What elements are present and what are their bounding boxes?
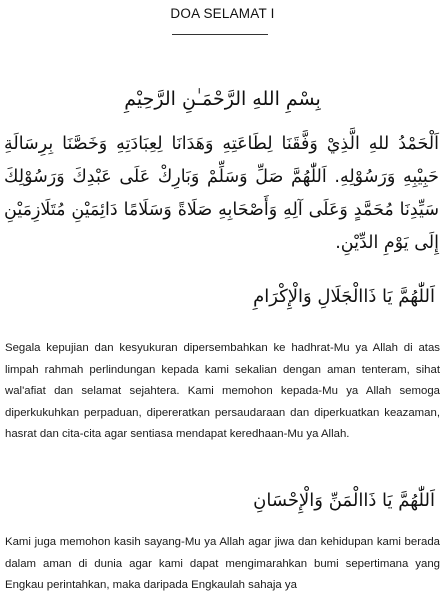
translation-paragraph-1: Segala kepujian dan kesyukuran dipersembahkan ke hadhrat-Mu ya Allah di atas limpah rahmah perlindungan kepada kami sekalian dengan aman tenteram, sihat wal'afiat dan selamat sejahtera. Kami memohon kepada-Mu ya Allah semoga diperkukuhkan perpaduan, dipereratkan persaudaraan dan diperkuatkan keazaman, hasrat dan cita-cita agar sentiasa mendapat keredhaan-Mu ya Allah.: [5, 342, 440, 440]
translation-paragraph-2: Kami juga memohon kasih sayang-Mu ya Allah agar jiwa dan kehidupan kami berada dalam aman di dunia agar kami dapat mengimarahkan bumi sepertimana yang Engkau perintahkan, maka daripada Engkaulah sahaja ya: [5, 536, 440, 591]
invocation-arabic-1: اَللّٰهُمَّ يَا ذَاالْجَلَالِ وَالْإِكْرَامِ: [253, 286, 435, 307]
document-title: DOA SELAMAT I: [170, 6, 275, 21]
title-underline: [172, 34, 268, 35]
basmalah: بِسْمِ اللهِ الرَّحْمَـٰنِ الرَّحِيْمِ: [124, 88, 321, 110]
opening-arabic-paragraph: اَلْحَمْدُ للهِ الَّذِيْ وَفَّقَنَا لِطَاعَتِهِ وَهَدَانَا لِعِبَادَتِهِ وَخَصَّنَا بِرِسَالَةِ حَبِيْبِهِ وَرَسُوْلِهِ. اَللّٰهُمَّ صَلِّ وَسَلِّمْ وَبَارِكْ عَلَى عَبْدِكَ وَرَسُوْلِكَ سَيِّدِنَا مُحَمَّدٍ وَعَلَى آلِهِ وَأَصْحَابِهِ صَلَاةً وَسَلَامًا دَائِمَيْنِ مُتَلَازِمَيْنِ إِلَى يَوْمِ الدِّيْنِ.: [4, 134, 439, 253]
invocation-arabic-2: اَللّٰهُمَّ يَا ذَاالْمَنِّ وَالْإِحْسَانِ: [253, 490, 435, 511]
